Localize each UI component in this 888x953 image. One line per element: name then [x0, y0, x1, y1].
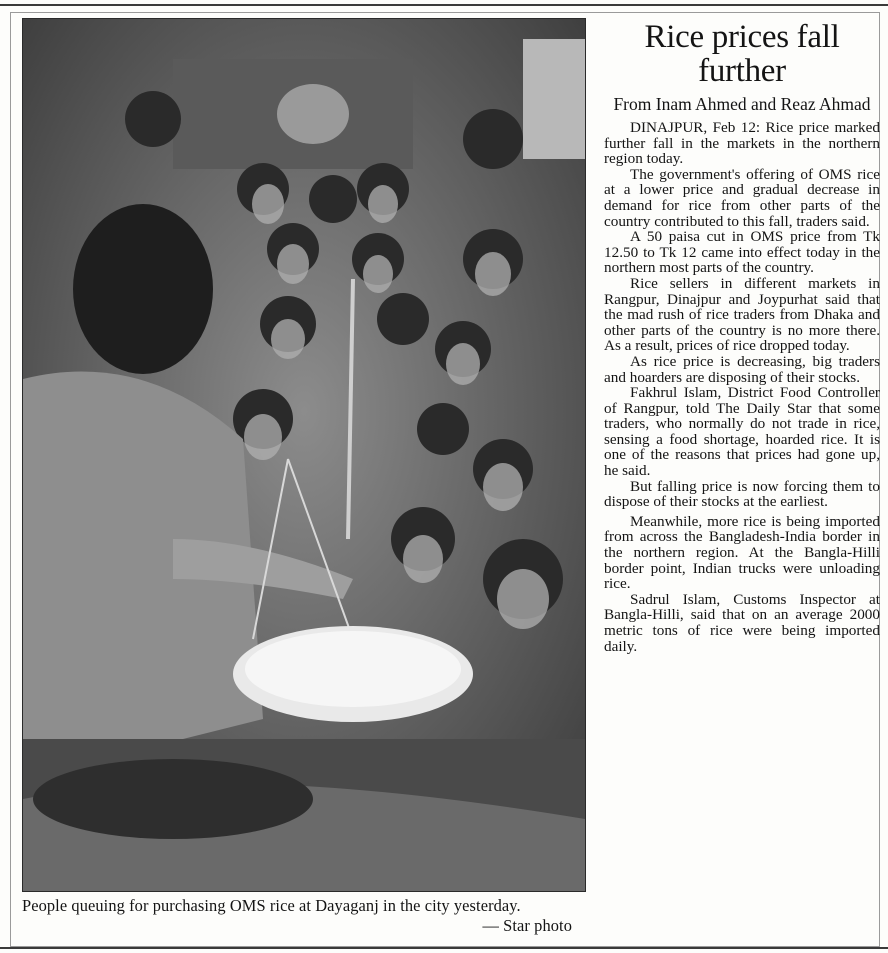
photo-caption [22, 896, 588, 936]
paragraph: Rice sellers in different markets in Rangpur, Dinajpur and Joypurhat said that the mad rush of rice traders from Dhaka and other parts of the country is no more there. As a result, prices of rice dropped today. [604, 274, 880, 355]
paragraph: But falling price is now forcing them to dispose of their stocks at the earliest. [604, 477, 880, 511]
caption-text: People queuing for purchasing OMS rice at Dayaganj in the city yesterday. [22, 896, 521, 915]
article-body [604, 120, 880, 654]
photo-credit: — Star photo [482, 916, 572, 935]
top-rule [0, 4, 888, 6]
headline: Rice prices fall further [644, 19, 840, 89]
paragraph: A 50 paisa cut in OMS price from Tk 12.50 to Tk 12 came into effect today in the northern most parts of the country. [604, 228, 880, 277]
photo-illustration [23, 19, 585, 891]
paragraph: Sadrul Islam, Customs Inspector at Bangla-Hilli, said that on an average 2000 metric tons of rice were being imported daily. [604, 590, 880, 655]
paragraph: As rice price is decreasing, big traders and hoarders are disposing of their stocks. [604, 352, 880, 386]
paragraph: Meanwhile, more rice is being imported from across the Bangladesh-India border in the northern region. At the Bangla-Hilli border point, Indian trucks were unloading rice. [604, 512, 880, 593]
article-column [604, 20, 880, 654]
bottom-rule [0, 947, 888, 949]
paragraph: DINAJPUR, Feb 12: Rice price marked further fall in the markets in the northern region today. [604, 119, 880, 168]
news-photo [22, 18, 586, 892]
paragraph: The government's offering of OMS rice at a lower price and gradual decrease in demand for rice from other parts of the country contributed to this fall, traders said. [604, 165, 880, 230]
byline: From Inam Ahmed and Reaz Ahmad [613, 94, 871, 114]
paragraph: Fakhrul Islam, District Food Controller of Rangpur, told The Daily Star that some traders, who normally do not trade in rice, sensing a food shortage, hoarded rice. It is one of the reasons that prices had gone up, he said. [604, 384, 880, 480]
